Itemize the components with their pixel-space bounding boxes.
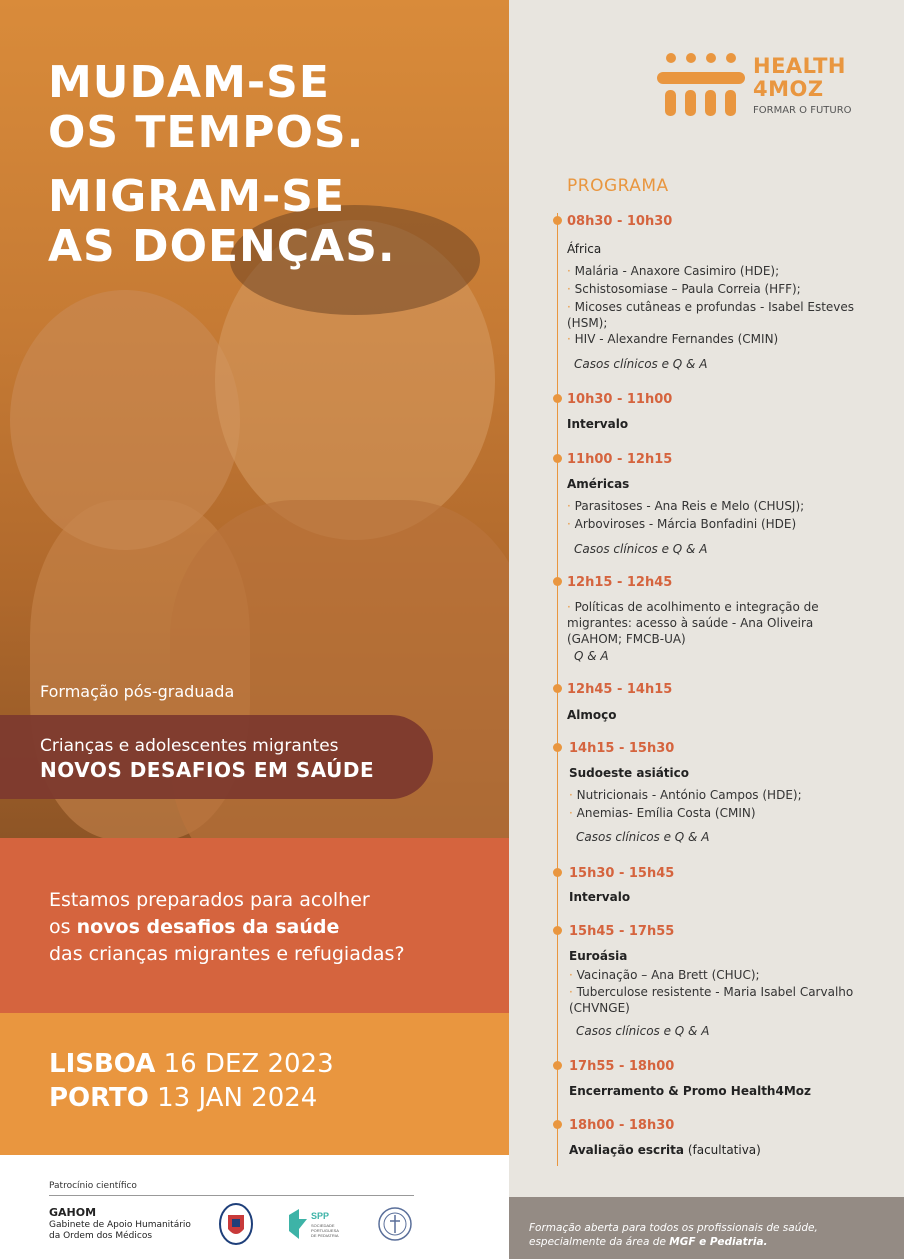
slot-item: · Vacinação – Ana Brett (CHUC);: [569, 968, 760, 982]
slot-note: Casos clínicos e Q & A: [576, 830, 710, 844]
question-banner: [0, 838, 509, 1013]
spp-name: SPP: [311, 1211, 330, 1221]
footer-text: [529, 1221, 889, 1249]
question-line-1: Estamos preparados para acolher: [49, 889, 370, 911]
course-title: NOVOS DESAFIOS EM SAÚDE: [40, 758, 375, 782]
timeline-dot: [553, 216, 562, 225]
hero-photo: [0, 0, 509, 838]
timeline-dot: [553, 684, 562, 693]
slot-item-text: Anemias- Emília Costa (CMIN): [576, 806, 756, 820]
gahom-short: GAHOM: [49, 1206, 97, 1219]
slot-item: · Tuberculose resistente - Maria Isabel Carvalho (CHVNGE): [569, 985, 854, 1015]
gahom-logo: [49, 1207, 191, 1242]
slot-item-text: HIV - Alexandre Fernandes (CMIN): [574, 332, 779, 346]
slot-item: · Malária - Anaxore Casimiro (HDE);: [567, 264, 780, 278]
slot-time: 08h30 - 10h30: [567, 214, 673, 229]
headline: [48, 58, 396, 272]
gahom-line-1: Gabinete de Apoio Humanitário: [49, 1220, 191, 1230]
slot-item-text: Malária - Anaxore Casimiro (HDE);: [574, 264, 780, 278]
date-lisboa: [49, 1049, 334, 1079]
slot-item-text: Vacinação – Ana Brett (CHUC);: [576, 968, 760, 982]
slot-item: · Parasitoses - Ana Reis e Melo (CHUSJ);: [567, 499, 805, 513]
question-line-3: das crianças migrantes e refugiadas?: [49, 943, 405, 965]
slot-time: 17h55 - 18h00: [569, 1059, 675, 1074]
city-lisboa: LISBOA: [49, 1049, 156, 1079]
seal-icon: [377, 1201, 413, 1247]
slot-time: 10h30 - 11h00: [567, 392, 673, 407]
slot-section-suffix: (facultativa): [684, 1143, 761, 1157]
city-porto: PORTO: [49, 1083, 149, 1113]
slot-note: Casos clínicos e Q & A: [574, 542, 708, 556]
slot-item: · HIV - Alexandre Fernandes (CMIN): [567, 332, 779, 346]
timeline-dot: [553, 1061, 562, 1070]
slot-item-text: Schistosomiase – Paula Correia (HFF);: [574, 282, 801, 296]
slot-time: 11h00 - 12h15: [567, 452, 673, 467]
slot-section: Encerramento & Promo Health4Moz: [569, 1084, 811, 1098]
brand-line-1: HEALTH: [753, 54, 846, 78]
course-subtitle: Crianças e adolescentes migrantes: [40, 736, 339, 756]
spp-desc-2: PORTUGUESA: [311, 1228, 339, 1233]
headline-line-2: OS TEMPOS.: [48, 107, 365, 158]
question-text: [49, 887, 405, 968]
spp-desc-3: DE PEDIATRIA: [311, 1233, 339, 1238]
question-line-2: [49, 914, 405, 941]
brand-tagline: FORMAR O FUTURO: [753, 105, 852, 116]
timeline-dot: [553, 926, 562, 935]
slot-item-text: Parasitoses - Ana Reis e Melo (CHUSJ);: [574, 499, 805, 513]
question-line-2-pre: os: [49, 916, 77, 938]
slot-item-text: Micoses cutâneas e profundas - Isabel Esteves (HSM);: [567, 300, 855, 330]
slot-section: África: [567, 242, 602, 256]
date-lisboa-value: 16 DEZ 2023: [163, 1049, 334, 1079]
timeline-dot: [553, 868, 562, 877]
brand-line-2: 4MOZ: [753, 77, 824, 101]
headline-line-3: MIGRAM-SE: [48, 171, 345, 222]
footer-note: [509, 1197, 904, 1259]
slot-section: Intervalo: [569, 890, 631, 904]
slot-time: 15h45 - 17h55: [569, 924, 675, 939]
slot-section: Sudoeste asiático: [569, 766, 690, 780]
slot-item: · Nutricionais - António Campos (HDE);: [569, 788, 802, 802]
health4moz-people-icon: [657, 52, 745, 116]
slot-item: · Políticas de acolhimento e integração de migrantes: acesso à saúde - Ana Oliveira (GAHOM; FMCB-UA): [567, 600, 819, 646]
slot-item-text: Políticas de acolhimento e integração de migrantes: acesso à saúde - Ana Oliveira (GAHOM; FMCB-UA): [567, 600, 819, 646]
slot-item: · Schistosomiase – Paula Correia (HFF);: [567, 282, 801, 296]
slot-note: Casos clínicos e Q & A: [576, 1024, 710, 1038]
slot-item: · Anemias- Emília Costa (CMIN): [569, 806, 756, 820]
headline-line-4: AS DOENÇAS.: [48, 221, 396, 272]
slot-time: 12h45 - 14h15: [567, 682, 673, 697]
course-type: Formação pós-graduada: [40, 682, 235, 701]
ordem-medicos-crest-icon: [218, 1201, 254, 1247]
slot-item-text: Tuberculose resistente - Maria Isabel Carvalho (CHVNGE): [569, 985, 854, 1015]
program-title: PROGRAMA: [567, 176, 669, 196]
footer-text-pre: Formação aberta para todos os profissionais de saúde, especialmente da área de: [529, 1222, 818, 1248]
gahom-line-2: da Ordem dos Médicos: [49, 1231, 153, 1241]
health4moz-logo: [657, 52, 857, 122]
slot-section: Intervalo: [567, 417, 629, 431]
title-banner: [0, 715, 433, 799]
right-panel: [509, 0, 904, 1259]
slot-time: 18h00 - 18h30: [569, 1118, 675, 1133]
slot-section: Américas: [567, 477, 630, 491]
slot-note: Casos clínicos e Q & A: [574, 357, 708, 371]
footer-text-bold: MGF e Pediatria.: [669, 1236, 768, 1248]
timeline-dot: [553, 394, 562, 403]
slot-section-bold: Avaliação escrita: [569, 1143, 684, 1157]
date-porto-value: 13 JAN 2024: [157, 1083, 318, 1113]
slot-item-text: Nutricionais - António Campos (HDE);: [576, 788, 802, 802]
timeline-dot: [553, 743, 562, 752]
question-line-2-bold: novos desafios da saúde: [76, 916, 340, 938]
spp-logo: [285, 1201, 355, 1247]
dates-banner: [0, 1013, 509, 1155]
timeline-dot: [553, 1120, 562, 1129]
sponsor-label: Patrocínio científico: [49, 1181, 137, 1191]
sponsor-divider: [49, 1195, 414, 1196]
slot-section: Almoço: [567, 708, 617, 722]
slot-item: · Micoses cutâneas e profundas - Isabel Esteves (HSM);: [567, 300, 855, 330]
slot-time: 12h15 - 12h45: [567, 575, 673, 590]
timeline-dot: [553, 454, 562, 463]
headline-line-1: MUDAM-SE: [48, 57, 330, 108]
timeline-dot: [553, 577, 562, 586]
slot-section: [569, 1143, 761, 1157]
slot-item-text: Arboviroses - Márcia Bonfadini (HDE): [574, 517, 797, 531]
slot-note: Q & A: [574, 649, 609, 663]
slot-time: 15h30 - 15h45: [569, 866, 675, 881]
sponsor-section: [0, 1155, 509, 1259]
slot-section: Euroásia: [569, 949, 628, 963]
slot-time: 14h15 - 15h30: [569, 741, 675, 756]
spp-desc-1: SOCIEDADE: [311, 1223, 335, 1228]
date-porto: [49, 1083, 317, 1113]
slot-item: · Arboviroses - Márcia Bonfadini (HDE): [567, 517, 797, 531]
